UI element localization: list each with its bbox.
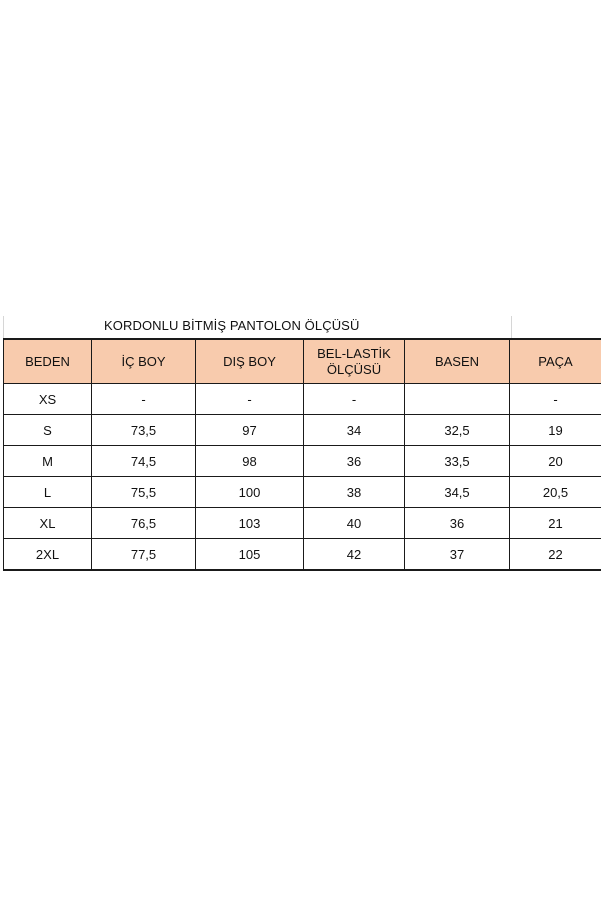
- header-basen: BASEN: [405, 339, 510, 384]
- table-row: [4, 539, 601, 571]
- table-row: [4, 446, 601, 477]
- header-ic-boy: İÇ BOY: [92, 339, 196, 384]
- cell-basen: 37: [405, 539, 510, 571]
- cell-bel-lastik: 38: [304, 477, 405, 508]
- table-title: KORDONLU BİTMİŞ PANTOLON ÖLÇÜSÜ: [104, 318, 360, 333]
- table-row: [4, 384, 601, 415]
- cell-size: XS: [4, 384, 92, 415]
- cell-size: M: [4, 446, 92, 477]
- cell-size: XL: [4, 508, 92, 539]
- cell-dis-boy: 97: [196, 415, 304, 446]
- cell-basen: 33,5: [405, 446, 510, 477]
- cell-paca: 20: [510, 446, 601, 477]
- cell-paca: -: [510, 384, 601, 415]
- cell-basen: [405, 384, 510, 415]
- size-table: [3, 338, 601, 571]
- header-paca: PAÇA: [510, 339, 601, 384]
- cell-basen: 36: [405, 508, 510, 539]
- gridline: [3, 316, 4, 338]
- cell-dis-boy: -: [196, 384, 304, 415]
- cell-bel-lastik: -: [304, 384, 405, 415]
- cell-paca: 22: [510, 539, 601, 571]
- cell-size: 2XL: [4, 539, 92, 571]
- gridline: [511, 316, 512, 338]
- header-dis-boy: DIŞ BOY: [196, 339, 304, 384]
- header-bel-lastik-olcusu: BEL-LASTİK ÖLÇÜSÜ: [304, 339, 405, 384]
- cell-paca: 19: [510, 415, 601, 446]
- size-chart: [0, 316, 601, 562]
- cell-bel-lastik: 42: [304, 539, 405, 571]
- cell-bel-lastik: 34: [304, 415, 405, 446]
- cell-bel-lastik: 36: [304, 446, 405, 477]
- cell-ic-boy: 76,5: [92, 508, 196, 539]
- table-row: [4, 415, 601, 446]
- cell-basen: 34,5: [405, 477, 510, 508]
- cell-dis-boy: 100: [196, 477, 304, 508]
- cell-dis-boy: 98: [196, 446, 304, 477]
- cell-bel-lastik: 40: [304, 508, 405, 539]
- cell-ic-boy: 74,5: [92, 446, 196, 477]
- cell-basen: 32,5: [405, 415, 510, 446]
- header-row: [4, 339, 601, 384]
- cell-ic-boy: 77,5: [92, 539, 196, 571]
- cell-ic-boy: -: [92, 384, 196, 415]
- cell-paca: 21: [510, 508, 601, 539]
- cell-paca: 20,5: [510, 477, 601, 508]
- cell-size: S: [4, 415, 92, 446]
- cell-ic-boy: 73,5: [92, 415, 196, 446]
- title-row: [0, 316, 601, 338]
- header-beden: BEDEN: [4, 339, 92, 384]
- table-row: [4, 477, 601, 508]
- table-row: [4, 508, 601, 539]
- cell-size: L: [4, 477, 92, 508]
- cell-dis-boy: 103: [196, 508, 304, 539]
- cell-dis-boy: 105: [196, 539, 304, 571]
- cell-ic-boy: 75,5: [92, 477, 196, 508]
